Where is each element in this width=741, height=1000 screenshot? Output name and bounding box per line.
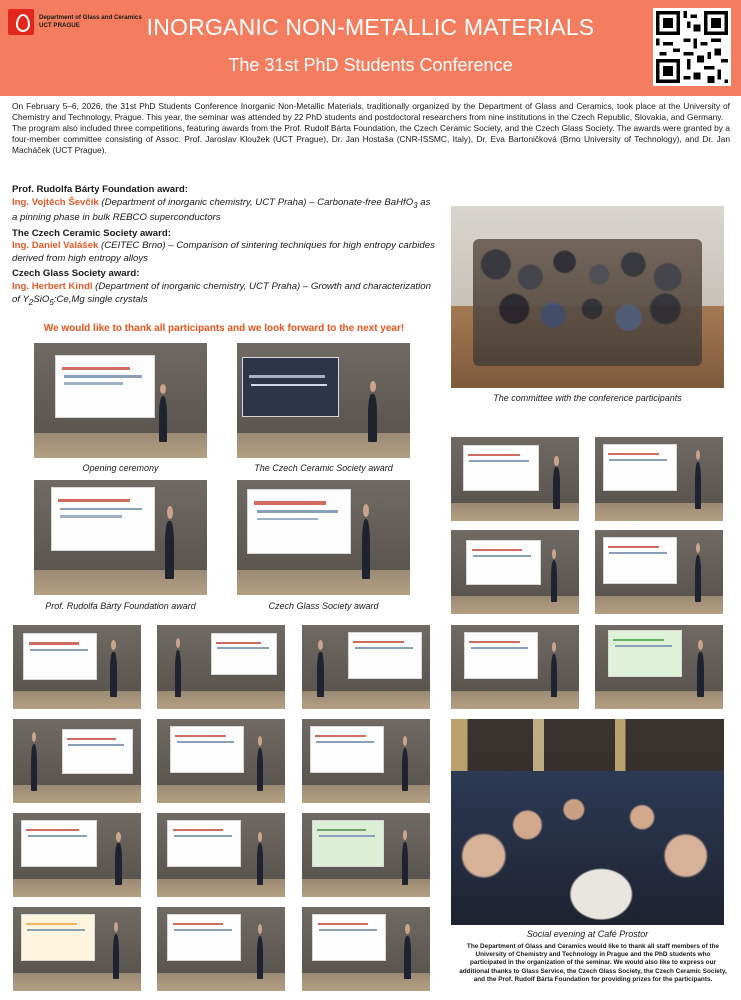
intro-text bbox=[12, 101, 730, 156]
committee-group-photo bbox=[451, 206, 724, 388]
winner-affiliation: (Department of inorganic chemistry, UCT Praha) bbox=[92, 281, 301, 293]
winner-affiliation: (CEITEC Brno) bbox=[98, 240, 166, 252]
talk-photo bbox=[157, 719, 285, 803]
social-evening-photo bbox=[451, 719, 724, 925]
talk-photo bbox=[451, 625, 579, 709]
talk-photo bbox=[595, 437, 723, 521]
barta-award-photo bbox=[34, 480, 207, 595]
opening-ceremony-photo bbox=[34, 343, 207, 458]
winner-name: Ing. Vojtěch Ševčík bbox=[12, 196, 99, 208]
acknowledgement-footnote: The Department of Glass and Ceramics would like to thank all staff members of the University of Chemistry and Technology in Prague and the PhD students who participated in the organization of the seminar. We would also like to express our additional thanks to Glass Service, the Czech Glass Society, the Czech Ceramic Society, and the Prof. Rudolf Bárta Foundation for providing prizes for the participants. bbox=[459, 943, 727, 983]
talk-photo bbox=[302, 907, 430, 991]
talk-photo bbox=[595, 625, 723, 709]
logo-university: UCT PRAGUE bbox=[39, 22, 80, 29]
caption-committee: The committee with the conference participants bbox=[493, 393, 682, 403]
talk-photo bbox=[302, 625, 430, 709]
winner-name: Ing. Daniel Valášek bbox=[12, 240, 99, 252]
logo-department: Department of Glass and Ceramics bbox=[39, 14, 142, 21]
award-winner-ceramic bbox=[12, 240, 436, 265]
caption-ceramic: The Czech Ceramic Society award bbox=[254, 463, 393, 473]
winner-topic: – Growth and characterization of Y bbox=[12, 281, 431, 305]
talk-photo bbox=[157, 625, 285, 709]
talk-photo bbox=[157, 813, 285, 897]
glass-award-photo bbox=[237, 480, 410, 595]
talk-photo bbox=[13, 907, 141, 991]
winner-affiliation: (Department of inorganic chemistry, UCT Praha) bbox=[98, 196, 307, 208]
talk-photo bbox=[13, 813, 141, 897]
poster-title: INORGANIC NON-METALLIC MATERIALS bbox=[146, 14, 595, 40]
caption-cafe: Social evening at Café Prostor bbox=[526, 929, 649, 939]
ceramic-award-photo bbox=[237, 343, 410, 458]
talk-photo bbox=[451, 530, 579, 614]
award-heading-barta: Prof. Rudolfa Bárty Foundation award: bbox=[12, 184, 188, 195]
intro-paragraph-2: The program also included three competitions, featuring awards from the Prof. Rudolf Bárta Foundation, the Czech Ceramic Society, and the Czech Glass Society. The awards were granted by a four-member committee consisting of Assoc. Prof. Jaroslav Kloužek (UCT Prague), Dr. Jan Hostaša (CNR-ISSMC, Italy), Dr. Eva Bartoničková (Brno University of Technology), and Dr. Jan Macháček (UCT Prague). bbox=[12, 123, 730, 156]
winner-name: Ing. Herbert Kindl bbox=[12, 281, 93, 293]
talk-photo bbox=[595, 530, 723, 614]
intro-paragraph-1: On February 5–6, 2026, the 31st PhD Students Conference Inorganic Non-Metallic Materials, traditionally organized by the Department of Glass and Ceramics, took place at the University of Chemistry and Technology, Prague. This year, the seminar was attended by 22 PhD students and postdoctoral researchers from nine institutions in the Czech Republic, Slovakia, and Germany. bbox=[12, 101, 730, 123]
talk-photo bbox=[302, 719, 430, 803]
caption-barta: Prof. Rudolfa Bárty Foundation award bbox=[45, 601, 196, 611]
talk-photo bbox=[157, 907, 285, 991]
caption-opening: Opening ceremony bbox=[82, 463, 159, 473]
winner-topic: – Comparison of sintering techniques for high entropy carbides derived from high entropy alloys bbox=[12, 240, 435, 264]
award-heading-ceramic: The Czech Ceramic Society award: bbox=[12, 227, 171, 239]
awards-section bbox=[12, 183, 436, 312]
award-winner-glass: Ing. Herbert Kindl (Department of inorganic chemistry, UCT Praha) – Growth and characterization of $Y_2SiO_5:Ce,Mg$ single crystals bbox=[12, 281, 431, 307]
talk-photo bbox=[302, 813, 430, 897]
caption-glass: Czech Glass Society award bbox=[268, 601, 379, 611]
talk-photo bbox=[13, 719, 141, 803]
header-banner bbox=[0, 0, 741, 96]
poster-subtitle: The 31st PhD Students Conference bbox=[228, 55, 513, 75]
thanks-message: We would like to thank all participants and we look forward to the next year! bbox=[43, 323, 405, 334]
qr-code-icon[interactable] bbox=[653, 8, 731, 86]
talk-photo bbox=[451, 437, 579, 521]
winner-topic: – Carbonate-free BaHfO bbox=[306, 196, 414, 208]
talk-photo bbox=[13, 625, 141, 709]
award-winner-barta: Ing. Vojtěch Ševčík (Department of inorganic chemistry, UCT Praha) – Carbonate-free BaHfO$_3$ as a pinning phase in bulk REBCO superconductors bbox=[12, 196, 431, 224]
award-heading-glass: Czech Glass Society award: bbox=[12, 268, 140, 280]
